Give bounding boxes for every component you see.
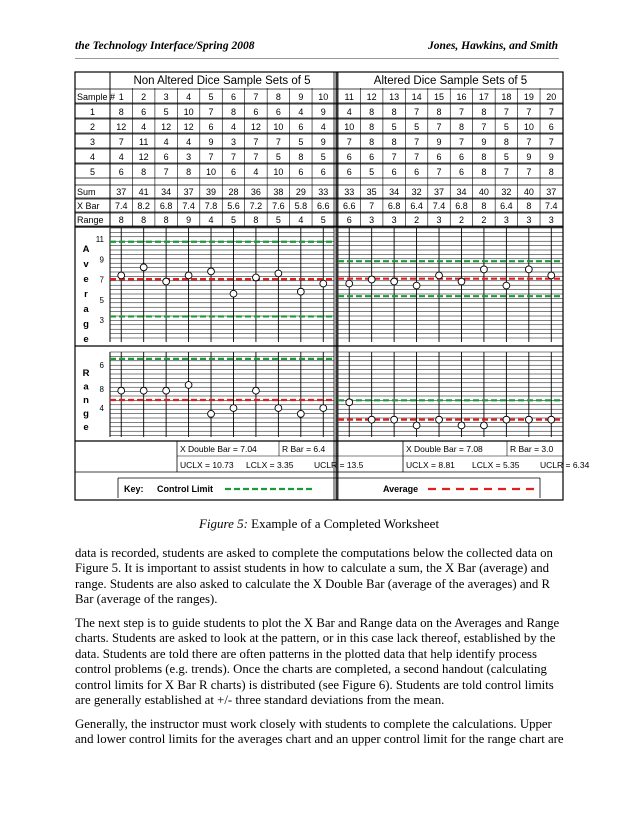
sample-row-cell: 3 bbox=[163, 92, 169, 102]
xbar-row-cell: 7.4 bbox=[432, 201, 446, 211]
roll-row-1-cell: 7 bbox=[503, 107, 509, 117]
roll-row-5-cell: 6 bbox=[320, 167, 326, 177]
roll-row-2-cell: 10 bbox=[273, 122, 284, 132]
sum-row-cell: 37 bbox=[183, 187, 194, 197]
sum-row-cell: 41 bbox=[138, 187, 149, 197]
xbar-point bbox=[185, 272, 192, 279]
roll-row-3-cell: 3 bbox=[230, 137, 236, 147]
range-row-cell: 6 bbox=[346, 215, 352, 225]
roll-row-4-cell: 3 bbox=[186, 152, 192, 162]
range-point bbox=[275, 405, 282, 412]
roll-row-5-label: 5 bbox=[89, 167, 96, 177]
range-point bbox=[140, 387, 147, 394]
roll-row-1-cell: 6 bbox=[253, 107, 259, 117]
range-point bbox=[253, 387, 260, 394]
roll-row-2-cell: 6 bbox=[548, 122, 554, 132]
roll-row-4-cell: 9 bbox=[548, 152, 554, 162]
range-point bbox=[163, 387, 170, 394]
xbar-point bbox=[163, 278, 170, 285]
range-axis-letter: e bbox=[83, 422, 89, 433]
xbar-point bbox=[413, 282, 420, 289]
sum-row-cell: 37 bbox=[546, 187, 557, 197]
roll-row-5-cell: 7 bbox=[436, 167, 442, 177]
range-point bbox=[320, 405, 327, 412]
roll-row-5-cell: 10 bbox=[273, 167, 284, 177]
paragraph-1: data is recorded, students are asked to complete the computations below the collected data on Figure 5. It is important to assist students in how to calculate a sum, the X Bar (average) and range. Students are also asked to calculate the X Double Bar (average of the averages) and R Bar (average of the ranges). bbox=[75, 546, 553, 607]
roll-row-5-cell: 10 bbox=[206, 167, 217, 177]
range-row-cell: 3 bbox=[503, 215, 509, 225]
xbar-point bbox=[253, 274, 260, 281]
roll-row-3-cell: 7 bbox=[253, 137, 259, 147]
roll-row-1-cell: 7 bbox=[526, 107, 532, 117]
sample-row-cell: 16 bbox=[456, 92, 467, 102]
roll-row-2-cell: 6 bbox=[298, 122, 304, 132]
roll-row-2-cell: 5 bbox=[391, 122, 397, 132]
right-r-bar: R Bar = 3.0 bbox=[510, 444, 554, 454]
roll-row-4-cell: 7 bbox=[391, 152, 397, 162]
xbar-point bbox=[297, 288, 304, 295]
xbar-row-cell: 6.8 bbox=[159, 201, 173, 211]
sample-row-cell: 1 bbox=[118, 92, 124, 102]
roll-row-3-cell: 7 bbox=[548, 137, 554, 147]
figure-label: Figure 5: bbox=[198, 516, 248, 531]
range-point bbox=[503, 416, 510, 423]
roll-row-1-cell: 7 bbox=[458, 107, 464, 117]
xbar-row-cell: 7.8 bbox=[204, 201, 218, 211]
figure-caption-text: Example of a Completed Worksheet bbox=[247, 516, 440, 531]
roll-row-3-cell: 8 bbox=[503, 137, 509, 147]
roll-row-1-cell: 8 bbox=[118, 107, 124, 117]
sum-row-cell: 36 bbox=[250, 187, 261, 197]
range-row-cell: 8 bbox=[163, 215, 169, 225]
roll-row-2-cell: 6 bbox=[208, 122, 214, 132]
roll-row-1-cell: 8 bbox=[481, 107, 487, 117]
roll-row-4-cell: 4 bbox=[118, 152, 124, 162]
sum-row-cell: 39 bbox=[206, 187, 217, 197]
roll-row-3-cell: 9 bbox=[481, 137, 487, 147]
roll-row-3-cell: 7 bbox=[275, 137, 281, 147]
xbar-point bbox=[548, 272, 555, 279]
xbar-row-label: X Bar bbox=[77, 201, 100, 211]
roll-row-1-cell: 8 bbox=[369, 107, 375, 117]
range-point bbox=[458, 422, 465, 429]
xbar-row-cell: 7.6 bbox=[272, 201, 285, 211]
left-x-double-bar: X Double Bar = 7.04 bbox=[180, 444, 257, 454]
roll-row-5-cell: 6 bbox=[230, 167, 236, 177]
sample-row-cell: 14 bbox=[411, 92, 422, 102]
running-header-authors: Jones, Hawkins, and Smith bbox=[427, 40, 558, 52]
range-point bbox=[346, 399, 353, 406]
roll-row-1-cell: 7 bbox=[414, 107, 420, 117]
avg-y-tick: 11 bbox=[95, 235, 104, 244]
roll-row-4-cell: 8 bbox=[298, 152, 304, 162]
range-point bbox=[185, 382, 192, 389]
xbar-row-cell: 8 bbox=[481, 201, 487, 211]
sample-row-cell: 15 bbox=[434, 92, 445, 102]
sample-row-cell: 10 bbox=[318, 92, 329, 102]
range-axis-letter: a bbox=[83, 381, 89, 393]
sample-row-cell: 17 bbox=[478, 92, 489, 102]
xbar-row-cell: 8 bbox=[526, 201, 532, 211]
key-control-limit-label: Control Limit bbox=[157, 484, 213, 494]
range-row-cell: 5 bbox=[275, 215, 281, 225]
roll-row-3-cell: 7 bbox=[458, 137, 464, 147]
xbar-point bbox=[481, 266, 488, 273]
roll-row-3-cell: 4 bbox=[186, 137, 192, 147]
roll-row-5-cell: 6 bbox=[298, 167, 304, 177]
roll-row-3-label: 3 bbox=[89, 137, 96, 147]
roll-row-5-cell: 8 bbox=[186, 167, 192, 177]
roll-row-1-cell: 9 bbox=[320, 107, 326, 117]
avg-axis-letter: r bbox=[84, 289, 88, 300]
range-axis-letter: n bbox=[83, 395, 89, 406]
avg-y-tick: 3 bbox=[99, 316, 104, 325]
roll-row-1-cell: 8 bbox=[391, 107, 397, 117]
avg-axis-letter: e bbox=[83, 334, 89, 345]
roll-row-3-cell: 9 bbox=[436, 137, 442, 147]
avg-axis-letter: v bbox=[83, 259, 89, 270]
roll-row-2-cell: 10 bbox=[344, 122, 355, 132]
range-y-tick: 6 bbox=[99, 361, 104, 370]
xbar-row-cell: 7 bbox=[369, 201, 375, 211]
roll-row-3-cell: 5 bbox=[298, 137, 304, 147]
roll-row-2-label: 2 bbox=[89, 122, 96, 132]
sample-row-cell: 5 bbox=[208, 92, 214, 102]
roll-row-1-label: 1 bbox=[89, 107, 96, 117]
roll-row-3-cell: 9 bbox=[320, 137, 326, 147]
roll-row-3-cell: 8 bbox=[369, 137, 375, 147]
figure-caption bbox=[0, 516, 638, 532]
xbar-row-cell: 7.4 bbox=[545, 201, 558, 211]
sample-row-cell: 13 bbox=[389, 92, 400, 102]
avg-y-tick: 9 bbox=[99, 255, 104, 265]
sum-row-cell: 34 bbox=[389, 187, 400, 197]
sum-row-cell: 35 bbox=[366, 187, 377, 197]
xbar-row-cell: 8.2 bbox=[137, 201, 150, 211]
roll-row-4-label: 4 bbox=[89, 152, 96, 162]
range-row-cell: 5 bbox=[230, 215, 236, 225]
left-title: Non Altered Dice Sample Sets of 5 bbox=[133, 75, 311, 87]
sum-row-cell: 32 bbox=[411, 187, 422, 197]
key-label: Key: bbox=[124, 484, 144, 494]
paragraph-3: Generally, the instructor must work closely with students to complete the calculations. Upper and lower control limits for the averages chart and an upper control limit for the range chart are bbox=[75, 717, 564, 747]
roll-row-3-cell: 4 bbox=[163, 137, 169, 147]
xbar-point bbox=[320, 280, 327, 287]
right-uclx: UCLX = 8.81 bbox=[406, 460, 455, 470]
roll-row-2-cell: 8 bbox=[458, 122, 464, 132]
sum-row-cell: 29 bbox=[295, 187, 306, 197]
sample-row-cell: 6 bbox=[230, 92, 236, 102]
range-row-cell: 8 bbox=[253, 215, 259, 225]
xbar-row-cell: 6.8 bbox=[387, 201, 401, 211]
range-row-cell: 3 bbox=[526, 215, 532, 225]
sum-row-cell: 34 bbox=[161, 187, 172, 197]
sum-row-cell: 40 bbox=[523, 187, 534, 197]
sample-row-cell: 8 bbox=[275, 92, 281, 102]
roll-row-5-cell: 4 bbox=[253, 167, 259, 177]
range-row-cell: 9 bbox=[186, 215, 192, 225]
roll-row-5-cell: 6 bbox=[391, 167, 397, 177]
xbar-row-cell: 6.6 bbox=[317, 201, 330, 211]
range-row-cell: 3 bbox=[436, 215, 442, 225]
range-row-cell: 3 bbox=[391, 215, 397, 225]
roll-row-4-cell: 6 bbox=[369, 152, 375, 162]
xbar-point bbox=[368, 276, 375, 283]
xbar-point bbox=[230, 290, 237, 297]
xbar-row-cell: 7.2 bbox=[249, 201, 263, 211]
range-point bbox=[391, 416, 398, 423]
avg-axis-letter: a bbox=[83, 304, 89, 315]
sum-row-cell: 32 bbox=[501, 187, 512, 197]
roll-row-2-cell: 7 bbox=[436, 122, 442, 132]
roll-row-2-cell: 12 bbox=[183, 122, 194, 132]
roll-row-1-cell: 7 bbox=[548, 107, 554, 117]
xbar-point bbox=[140, 264, 147, 271]
sum-row-cell: 40 bbox=[478, 187, 489, 197]
range-point bbox=[548, 416, 555, 423]
xbar-row-cell: 7.4 bbox=[182, 201, 195, 211]
roll-row-5-cell: 8 bbox=[548, 167, 554, 177]
roll-row-4-cell: 6 bbox=[458, 152, 464, 162]
sample-row-cell: 2 bbox=[141, 92, 147, 102]
roll-row-1-cell: 6 bbox=[141, 107, 147, 117]
paragraph-2: The next step is to guide students to plot the X Bar and Range data on the Averages and Range charts. Students are asked to look at the pattern, or in this case lack thereof, established by the data. Students are told there are often patterns in the plotted data that help identify process control problems (e.g. trends). Once the charts are completed, a second handout (calculating control limits for X Bar R charts) is distributed (see Figure 6). Students are told control limits are generally established at +/- three standard deviations from the mean. bbox=[75, 616, 560, 708]
roll-row-2-cell: 5 bbox=[503, 122, 509, 132]
xbar-row-cell: 7.4 bbox=[114, 201, 128, 211]
xbar-row-cell: 6.4 bbox=[500, 201, 513, 211]
roll-row-4-cell: 8 bbox=[481, 152, 487, 162]
roll-row-2-cell: 4 bbox=[230, 122, 236, 132]
roll-row-3-cell: 7 bbox=[526, 137, 532, 147]
roll-row-3-cell: 7 bbox=[414, 137, 420, 147]
left-r-bar: R Bar = 6.4 bbox=[282, 444, 326, 454]
sum-row-label: Sum bbox=[77, 187, 96, 197]
key-average-label: Average bbox=[383, 484, 419, 494]
range-row-cell: 8 bbox=[141, 215, 147, 225]
xbar-row-cell: 5.8 bbox=[294, 201, 308, 211]
roll-row-1-cell: 5 bbox=[163, 107, 169, 117]
sum-row-cell: 34 bbox=[456, 187, 467, 197]
range-row-cell: 2 bbox=[414, 215, 420, 225]
xbar-row-cell: 5.6 bbox=[227, 201, 240, 211]
avg-axis-letter: g bbox=[83, 319, 89, 330]
roll-row-4-cell: 12 bbox=[138, 152, 149, 162]
roll-row-1-cell: 8 bbox=[230, 107, 236, 117]
roll-row-1-cell: 10 bbox=[183, 107, 194, 117]
roll-row-5-cell: 6 bbox=[458, 167, 464, 177]
range-point bbox=[208, 410, 215, 417]
sum-row-cell: 33 bbox=[318, 187, 329, 197]
range-axis-letter: R bbox=[82, 368, 90, 379]
sample-row-cell: 4 bbox=[186, 92, 192, 102]
roll-row-3-cell: 9 bbox=[208, 137, 214, 147]
xbar-point bbox=[458, 278, 465, 285]
sum-row-cell: 37 bbox=[116, 187, 127, 197]
roll-row-5-cell: 6 bbox=[118, 167, 124, 177]
roll-row-1-cell: 8 bbox=[436, 107, 442, 117]
xbar-row-cell: 6.8 bbox=[455, 201, 468, 211]
right-lclx: LCLX = 5.35 bbox=[472, 460, 520, 470]
xbar-point bbox=[346, 280, 353, 287]
xbar-point bbox=[436, 272, 443, 279]
range-axis-letter: g bbox=[83, 408, 89, 420]
roll-row-5-cell: 5 bbox=[369, 167, 375, 177]
avg-y-tick: 7 bbox=[99, 275, 104, 285]
sum-row-cell: 28 bbox=[228, 187, 239, 197]
range-point bbox=[481, 422, 488, 429]
xbar-point bbox=[118, 272, 125, 279]
roll-row-1-cell: 7 bbox=[208, 107, 214, 117]
roll-row-4-cell: 7 bbox=[253, 152, 259, 162]
avg-axis-letter: A bbox=[82, 244, 90, 255]
roll-row-3-cell: 11 bbox=[139, 137, 149, 147]
range-point bbox=[230, 405, 237, 412]
sample-row-cell: 18 bbox=[501, 92, 512, 102]
right-uclr: UCLR = 6.34 bbox=[540, 460, 590, 470]
range-y-tick: 8 bbox=[99, 385, 104, 394]
journal-name: the Technology Interface bbox=[75, 40, 194, 52]
left-lclx: LCLX = 3.35 bbox=[246, 460, 294, 470]
roll-row-5-cell: 6 bbox=[346, 167, 352, 177]
range-point bbox=[118, 387, 125, 394]
roll-row-5-cell: 7 bbox=[163, 167, 169, 177]
range-point bbox=[436, 416, 443, 423]
avg-y-tick: 5 bbox=[99, 295, 104, 305]
xbar-point bbox=[525, 266, 532, 273]
roll-row-4-cell: 7 bbox=[414, 152, 420, 162]
range-row-cell: 2 bbox=[481, 215, 487, 225]
roll-row-5-cell: 7 bbox=[503, 167, 509, 177]
roll-row-2-cell: 5 bbox=[414, 122, 420, 132]
journal-issue: /Spring 2008 bbox=[193, 40, 255, 52]
sum-row-cell: 33 bbox=[344, 187, 355, 197]
range-row-label: Range bbox=[77, 215, 104, 225]
roll-row-5-cell: 8 bbox=[481, 167, 487, 177]
roll-row-1-cell: 4 bbox=[346, 107, 352, 117]
range-point bbox=[368, 416, 375, 423]
xbar-point bbox=[275, 270, 282, 277]
right-x-double-bar: X Double Bar = 7.08 bbox=[406, 444, 483, 454]
range-point bbox=[297, 410, 304, 417]
roll-row-2-cell: 12 bbox=[116, 122, 127, 132]
left-uclr: UCLR = 13.5 bbox=[314, 460, 364, 470]
roll-row-4-cell: 6 bbox=[346, 152, 352, 162]
roll-row-4-cell: 5 bbox=[503, 152, 509, 162]
roll-row-2-cell: 4 bbox=[320, 122, 326, 132]
roll-row-2-cell: 12 bbox=[161, 122, 172, 132]
roll-row-2-cell: 10 bbox=[523, 122, 534, 132]
roll-row-2-cell: 4 bbox=[141, 122, 147, 132]
xbar-row-cell: 6.4 bbox=[410, 201, 423, 211]
xbar-point bbox=[503, 282, 510, 289]
roll-row-2-cell: 7 bbox=[481, 122, 487, 132]
sample-row-cell: 11 bbox=[344, 92, 354, 102]
roll-row-1-cell: 4 bbox=[298, 107, 304, 117]
xbar-point bbox=[208, 268, 215, 275]
roll-row-5-cell: 6 bbox=[414, 167, 420, 177]
roll-row-1-cell: 6 bbox=[275, 107, 281, 117]
sum-row-cell: 38 bbox=[273, 187, 284, 197]
range-row-cell: 3 bbox=[369, 215, 375, 225]
roll-row-5-cell: 8 bbox=[141, 167, 147, 177]
roll-row-4-cell: 6 bbox=[436, 152, 442, 162]
roll-row-4-cell: 5 bbox=[320, 152, 326, 162]
range-row-cell: 3 bbox=[548, 215, 554, 225]
roll-row-5-cell: 7 bbox=[526, 167, 532, 177]
range-row-cell: 2 bbox=[458, 215, 464, 225]
range-y-tick: 4 bbox=[99, 404, 104, 413]
roll-row-4-cell: 7 bbox=[230, 152, 236, 162]
roll-row-4-cell: 9 bbox=[526, 152, 532, 162]
sum-row-cell: 37 bbox=[434, 187, 445, 197]
sample-row-cell: 19 bbox=[523, 92, 534, 102]
range-row-cell: 5 bbox=[320, 215, 326, 225]
range-point bbox=[525, 416, 532, 423]
sample-row-cell: 9 bbox=[298, 92, 304, 102]
roll-row-4-cell: 5 bbox=[275, 152, 281, 162]
range-row-cell: 4 bbox=[298, 215, 304, 225]
range-row-cell: 4 bbox=[208, 215, 214, 225]
roll-row-4-cell: 6 bbox=[163, 152, 169, 162]
range-point bbox=[413, 422, 420, 429]
sample-row-cell: 12 bbox=[366, 92, 377, 102]
avg-axis-letter: e bbox=[83, 274, 89, 285]
right-title: Altered Dice Sample Sets of 5 bbox=[373, 75, 528, 87]
range-row-cell: 8 bbox=[118, 215, 124, 225]
xbar-point bbox=[391, 278, 398, 285]
sample-row-cell: 7 bbox=[253, 92, 259, 102]
roll-row-4-cell: 7 bbox=[208, 152, 214, 162]
sample-row-label: Sample # bbox=[77, 92, 116, 102]
left-uclx: UCLX = 10.73 bbox=[180, 460, 234, 470]
roll-row-2-cell: 8 bbox=[369, 122, 375, 132]
xbar-row-cell: 6.6 bbox=[342, 201, 356, 211]
roll-row-3-cell: 7 bbox=[346, 137, 352, 147]
roll-row-2-cell: 12 bbox=[250, 122, 261, 132]
sample-row-cell: 20 bbox=[546, 92, 557, 102]
roll-row-3-cell: 8 bbox=[391, 137, 397, 147]
roll-row-3-cell: 7 bbox=[118, 137, 124, 147]
